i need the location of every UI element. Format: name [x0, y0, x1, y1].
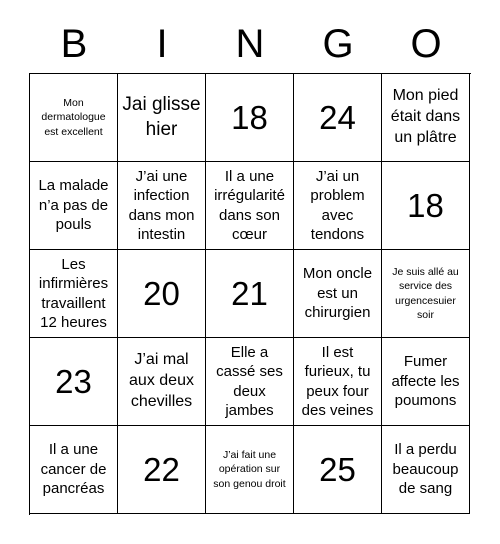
bingo-card-grid: [29, 73, 471, 515]
bingo-cell-text: J’ai un problem avec tendons: [310, 167, 365, 243]
bingo-cell[interactable]: [30, 250, 118, 338]
bingo-cell-text: 21: [231, 275, 268, 312]
bingo-cell-text: Mon pied était dans un plâtre: [390, 87, 461, 146]
bingo-cell[interactable]: [382, 426, 470, 514]
bingo-cell[interactable]: [294, 426, 382, 514]
bingo-cell[interactable]: [118, 162, 206, 250]
bingo-cell-text: 24: [319, 99, 356, 136]
bingo-cell-text: 25: [319, 451, 356, 488]
bingo-cell-text: Je suis allé au service des urgencesuier soir: [392, 266, 459, 321]
bingo-cell-text: 22: [143, 451, 180, 488]
bingo-cell-text: Jai glisse hier: [122, 93, 201, 140]
header-letter-i: I: [156, 22, 168, 66]
bingo-cell[interactable]: [382, 162, 470, 250]
bingo-cell-text: Il a une irrégularité dans son cœur: [214, 167, 285, 243]
bingo-cell-text: Les infirmières travaillent 12 heures: [38, 255, 109, 331]
bingo-cell-text: 23: [55, 363, 92, 400]
bingo-cell[interactable]: [30, 426, 118, 514]
bingo-cell[interactable]: [30, 338, 118, 426]
bingo-cell-text: Mon oncle est un chirurgien: [302, 265, 373, 322]
header-letter-n: N: [235, 22, 265, 66]
bingo-cell[interactable]: [206, 74, 294, 162]
bingo-cell[interactable]: [206, 338, 294, 426]
header-letter-g: G: [322, 22, 354, 66]
bingo-cell[interactable]: [30, 162, 118, 250]
bingo-cell-text: Il est furieux, tu peux four des veines: [301, 343, 374, 419]
bingo-cell[interactable]: [294, 162, 382, 250]
bingo-cell-text: J’ai mal aux deux chevilles: [129, 351, 194, 410]
bingo-cell[interactable]: [206, 162, 294, 250]
bingo-cell[interactable]: [206, 250, 294, 338]
bingo-cell[interactable]: [382, 338, 470, 426]
bingo-cell[interactable]: [206, 426, 294, 514]
bingo-cell[interactable]: [30, 74, 118, 162]
bingo-cell-text: 18: [231, 99, 268, 136]
bingo-cell[interactable]: [294, 74, 382, 162]
bingo-cell-text: La malade n’a pas de pouls: [38, 177, 109, 234]
bingo-header: [30, 14, 470, 74]
bingo-cell-text: Il a une cancer de pancréas: [40, 441, 107, 498]
header-letter-o: O: [410, 22, 442, 66]
bingo-cell[interactable]: [118, 74, 206, 162]
bingo-cell-text: Mon dermatologue est excellent: [41, 97, 106, 138]
bingo-cell[interactable]: [382, 250, 470, 338]
bingo-cell-text: Elle a cassé ses deux jambes: [216, 343, 283, 419]
bingo-cell[interactable]: [294, 250, 382, 338]
bingo-cell[interactable]: [118, 426, 206, 514]
bingo-cell[interactable]: [294, 338, 382, 426]
bingo-cell-text: 20: [143, 275, 180, 312]
header-letter-b: B: [60, 22, 88, 66]
bingo-cell-text: 18: [407, 187, 444, 224]
bingo-cell[interactable]: [118, 250, 206, 338]
bingo-cell-text: J’ai fait une opération sur son genou droit: [213, 449, 286, 490]
bingo-cell-text: J’ai une infection dans mon intestin: [128, 167, 195, 243]
bingo-cell[interactable]: [118, 338, 206, 426]
bingo-cell-text: Il a perdu beaucoup de sang: [392, 441, 459, 498]
bingo-cell-text: Fumer affecte les poumons: [391, 353, 460, 410]
bingo-cell[interactable]: [382, 74, 470, 162]
